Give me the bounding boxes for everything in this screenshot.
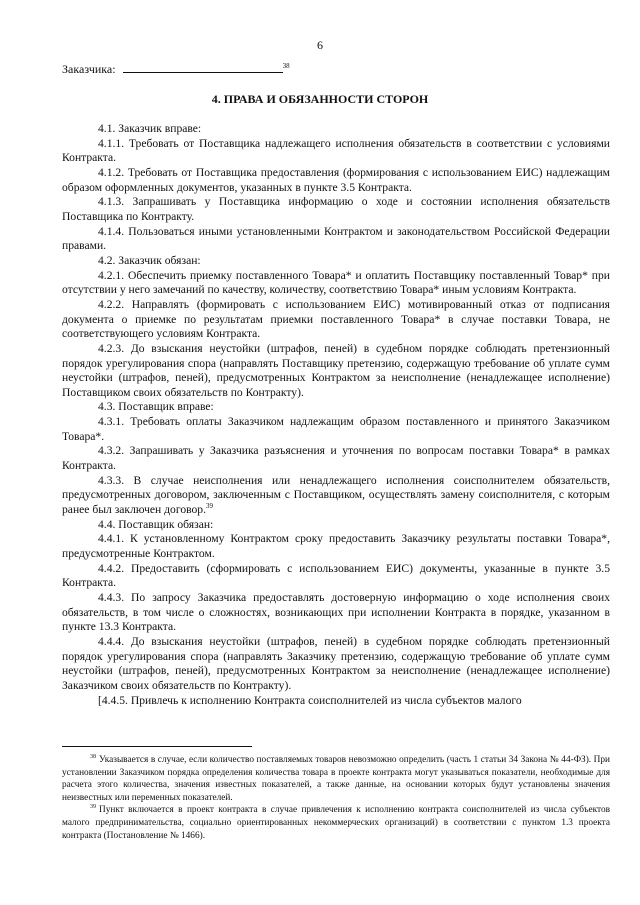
- paragraph: 4.1.4. Пользоваться иными установленными Контрактом и законодательством Российской Федерации правами.: [62, 224, 610, 253]
- paragraph: 4.4.3. По запросу Заказчика предоставлять достоверную информацию о ходе исполнения своих обязательств, в том числе о сложностях, возникающих при исполнении Контракта в порядке, указанном в пункте 13.3 Контракта.: [62, 591, 610, 634]
- paragraph: 4.3.1. Требовать оплаты Заказчиком надлежащим образом поставленного и принятого Заказчиком Товара*.: [62, 415, 610, 443]
- paragraph: [4.4.5. Привлечь к исполнению Контракта соисполнителей из числа субъектов малого: [98, 693, 522, 707]
- paragraph: 4.4.4. До взыскания неустойки (штрафов, пеней) в судебном порядке соблюдать претензионный порядок урегулирования спора (направлять Заказчику претензию, содержащую требование об уплате сумм неустойки (штрафов, пеней), предусмотренных Контрактом за неисполнение (ненадлежащее исполнение) Заказчиком своих обязательств по Контракту).: [62, 634, 610, 692]
- paragraph: 4.1.1. Требовать от Поставщика надлежащего исполнения обязательств в соответствии с условиями Контракта.: [62, 136, 610, 165]
- footnote: $^{38}$ Указывается в случае, если количество поставляемых товаров невозможно определить (часть 1 статьи 34 Закона № 44-ФЗ). При установлении Заказчиком порядка определения количества товара в проекте контракта могут указываться показатели, необходимые для расчета этого количества, значения известных показателей, а также данные, на основании которых будут установлены значения неизвестных или переменных показателей.: [62, 753, 610, 803]
- document-body: [62, 122, 610, 708]
- customer-label: Заказчика:: [62, 62, 116, 76]
- customer-line: [62, 62, 290, 77]
- paragraph: 4.1. Заказчик вправе:: [98, 122, 202, 135]
- paragraph: 4.2.3. До взыскания неустойки (штрафов, пеней) в судебном порядке соблюдать претензионный порядок урегулирования спора (направлять Поставщику претензию, содержащую требование об уплате сумм неустойки (штрафов, пеней), предусмотренных Контрактом за неисполнение (ненадлежащее исполнение) Поставщиком своих обязательств по Контракту).: [62, 341, 610, 399]
- paragraph: 4.4.1. К установленному Контрактом сроку предоставить Заказчику результаты поставки Товара*, предусмотренные Контрактом.: [62, 532, 610, 561]
- section-title: 4. ПРАВА И ОБЯЗАННОСТИ СТОРОН: [211, 92, 429, 106]
- paragraph: 4.2.2. Направлять (формировать с использованием ЕИС) мотивированный отказ от подписания документа о приемке по результатам приемки поставленного Товара* в случае поставки Товара, не соответствующего условиям Контракта.: [62, 297, 610, 341]
- paragraph: 4.3. Поставщик вправе:: [98, 400, 214, 414]
- paragraph: 4.1.3. Запрашивать у Поставщика информацию о ходе и состоянии исполнения обязательств Поставщика по Контракту.: [62, 195, 610, 223]
- paragraph: 4.4. Поставщик обязан:: [98, 517, 214, 531]
- paragraph: 4.1.2. Требовать от Поставщика предоставления (формирования с использованием ЕИС) надлежащим образом оформленных документов, указанных в пункте 3.5 Контракта.: [62, 165, 610, 194]
- footnote-divider: [62, 746, 252, 747]
- paragraph: 4.4.2. Предоставить (сформировать с использованием ЕИС) документы, указанные в пункте 3.5 Контракта.: [62, 561, 610, 590]
- footnote-ref: 39: [206, 502, 213, 511]
- customer-blank-field: [123, 62, 283, 73]
- page-number: 6: [317, 38, 323, 52]
- footnote-ref: 38: [282, 62, 290, 70]
- footnote-number: 39: [90, 804, 96, 811]
- footnote: $^{39}$ Пункт включается в проект контракта в случае привлечения к исполнению контракта соисполнителей из числа субъектов малого предпринимательства, социально ориентированных некоммерческих организаций) в соответствии с пунктом 1.3 проекта контракта (Постановление № 1466).: [62, 804, 610, 841]
- paragraph: 4.2. Заказчик обязан:: [98, 253, 201, 267]
- paragraph: 4.3.2. Запрашивать у Заказчика разъяснения и уточнения по вопросам поставки Товара* в рамках Контракта.: [62, 444, 610, 473]
- paragraph: 4.2.1. Обеспечить приемку поставленного Товара* и оплатить Поставщику поставленный Товар* при отсутствии у него замечаний по качеству, количеству, соответствию Товара* иным условиям Контракта.: [62, 268, 610, 297]
- paragraph: 4.3.3. В случае неисполнения или ненадлежащего исполнения соисполнителем обязательств, предусмотренных договором, заключенным с Поставщиком, осуществлять замену соисполнителя, с которым ранее был заключен договор.$^{39}$: [62, 473, 610, 517]
- footnote-number: 38: [90, 753, 96, 760]
- footnotes: [62, 754, 610, 842]
